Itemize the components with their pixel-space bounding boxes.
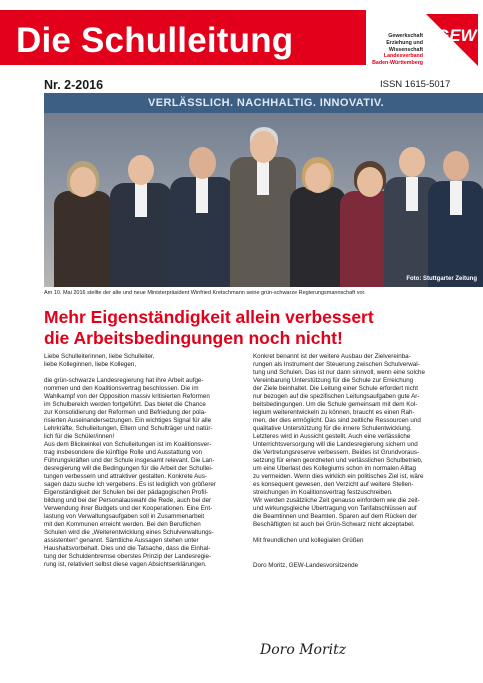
text-line: Letzteres wird in Aussicht gestellt. Auch eine verlässliche [253,433,411,440]
text-line: tung und Schulen. Das ist nur dann sinnvoll, wenn eine solche [253,369,425,376]
photo-backdrop [44,93,483,113]
text-line: Führungskräften und der Schule insgesamt relevant. Die Lan- [44,457,215,464]
org-line: Gewerkschaft [388,33,423,39]
text-line: Vereinbarung Unterstützung für die Schule zur Erreichung [253,377,414,384]
text-line: im Schulbereich werden fortgeführt. Das bietet die Chance [44,401,206,408]
text-line: Unterrichtsversorgung will die Landesregierung sichern und [253,441,418,448]
text-line: sagen dazu suche ich vergebens. Es ist lediglich von größerer [44,481,216,488]
text-line: Wir werden zusätzliche Zeit genauso einfordern wie die zeit- [253,497,420,504]
article-column-left [44,353,247,569]
text-line: rungen als Instrument der Steuerung zwischen Schulverwal- [253,361,420,368]
text-line: tungen verbessern und attraktiver gestalten. Konkrete Aus- [44,473,207,480]
handwritten-signature: Doro Moritz [260,642,347,658]
text-line: Lehrkräfte, Schulleitungen, Eltern und Schulträger und natür- [44,425,213,432]
text-line: Liebe Schulleiterinnen, liebe Schulleiter, [44,353,155,360]
text-line: zu vermeiden. Wenn dies wirklich ein politisches Ziel ist, wäre [253,473,424,480]
text-line: lastung von Verwaltungsaufgaben soll in Zusammenarbeit [44,513,205,520]
text-line: risierten Auseinandersetzungen. Ein wichtiges Signal für alle [44,417,212,424]
person-figure [110,153,172,287]
text-line: rung ist, relativiert selbst diese vagen Absichtserklärungen. [44,561,207,568]
text-line: Verwendung ihrer Budgets und der Kooperationen. Eine Ent- [44,505,213,512]
text-line: lich für die Schüler/innen! [44,433,115,440]
gew-logo [426,14,478,66]
org-line: Landesverband [383,53,423,60]
person-figure [170,147,234,287]
text-line: und wirkungsgleiche Übertragung von Tarifabschlüssen auf [253,505,417,512]
text-line: bildung und bei der Personalauswahl die Rede, auch bei der [44,497,212,504]
text-line: Haushaltsvorbehalt. Dies und die Tatsache, dass die Einhal- [44,545,211,552]
signatory-name: Doro Moritz, GEW-Landesvorsitzende [253,562,359,569]
text-line: mit den Kommunen erreicht werden. Bei den Beruflichen [44,521,201,528]
paragraph-gap [253,529,478,537]
photo-caption: Am 10. Mai 2016 stellte der alte und neue Ministerpräsident Winfried Kretschmann seine grün-schwarze Regierungsmannschaft vor. [44,290,366,296]
issue-number: Nr. 2-2016 [44,78,104,92]
text-line: Konkret benannt ist der weitere Ausbau der Zielvereinba- [253,353,411,360]
text-line: setzung für einen geordneten und verlässlichen Schulbetrieb, [253,457,423,464]
text-line: Wahlkampf von der Opposition massiv kritisierten Reformen [44,393,210,400]
headline-line: Mehr Eigenständigkeit allein verbessert [44,307,374,327]
text-line: um eine Überlast des Kollegiums schon im normalen Alltag [253,465,416,472]
person-figure [428,151,483,287]
org-name [371,33,423,67]
text-line: Beschäftigten ist auch bei Grün-Schwarz nicht akzeptabel. [253,521,415,528]
person-figure [230,127,296,287]
text-line: streichungen im Koalitionsvertrag festzuschreiben. [253,489,393,496]
text-line: der Ziele beinhaltet. Die Leitung einer Schule erfordert nicht [253,385,419,392]
text-line: trag insbesondere die künftige Rolle und Ausstattung von [44,449,203,456]
text-line: Mit freundlichen und kollegialen Grüßen [253,537,364,544]
text-line: assistenten“ genannt. Sämtliche Aussagen stehen unter [44,537,199,544]
person-figure [54,161,112,287]
text-line: nommen und den Koalitionsvertrag beschlossen. Die im [44,385,199,392]
issn: ISSN 1615-5017 [380,79,451,90]
text-line: es konsequent gewesen, den Verzicht auf weitere Stellen- [253,481,414,488]
text-line: qualitative Unterstützung für die innere Schulentwicklung. [253,425,412,432]
paragraph-gap [44,369,247,377]
headline-line: die Arbeitsbedingungen noch nicht! [44,328,343,348]
text-line: Eigenständigkeit der Schulen bei der pädagogischen Profil- [44,489,208,496]
text-line: die Beamtinnen und Beamten. Sparen auf dem Rücken der [253,513,417,520]
text-line: men, der dies ermöglicht. Das sind zeitliche Ressourcen und [253,417,421,424]
article-headline [44,307,478,349]
text-line: desregierung will die Bedingungen für die Arbeit der Schullei- [44,465,213,472]
signature-space [253,545,478,562]
text-line: Schulen wird die „Weiterentwicklung eines Schulverwaltungs- [44,529,214,536]
person-figure [290,157,346,287]
logo-text: GEW [436,26,477,45]
text-line: tung der Schuldenbremse oberstes Prinzip der Landesregie- [44,553,212,560]
masthead-banner [0,10,366,65]
backdrop-slogan: VERLÄSSLICH. NACHHALTIG. INNOVATIV. [148,97,385,109]
text-line: legium weiterentwickeln zu können, braucht es einen Rah- [253,409,415,416]
text-line: die Vertretungsreserve verbessern. Beides ist Grundvoraus- [253,449,420,456]
text-line: Aus dem Blickwinkel von Schulleitungen ist im Koalitionsver- [44,441,212,448]
cover-photo [44,93,483,287]
text-line: beitsbedingungen. Um die Schule gemeinsam mit dem Kol- [253,401,418,408]
text-line: die grün-schwarze Landesregierung hat ihre Arbeit aufge- [44,377,204,384]
org-line: Baden-Württemberg [372,60,423,67]
text-line: nur bezogen auf die spezifischen Leitungsaufgaben gute Ar- [253,393,420,400]
article-column-right [253,353,478,570]
masthead-title: Die Schulleitung [16,21,294,60]
text-line: zur Konsolidierung der Reformen und Befriedung der pola- [44,409,207,416]
text-line: liebe Kolleginnen, liebe Kollegen, [44,361,137,368]
photo-credit: Foto: Stuttgarter Zeitung [406,276,477,282]
org-line: Erziehung und Wissenschaft [386,39,423,53]
